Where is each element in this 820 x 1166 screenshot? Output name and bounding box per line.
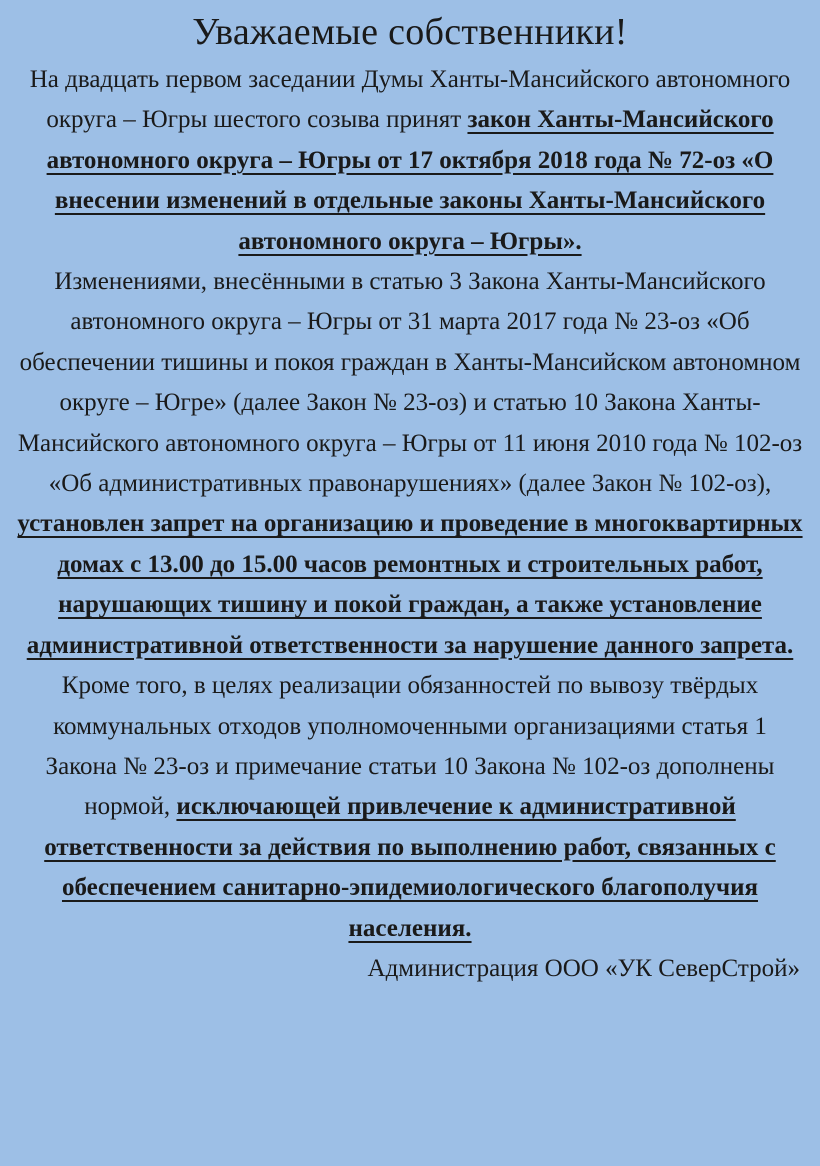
signature: Администрация ООО «УК СеверСтрой» (367, 954, 800, 982)
paragraph-law-adopted (16, 60, 804, 262)
paragraph-waste-exception-text: Кроме того, в целях реализации обязанностей по вывозу твёрдых коммунальных отходов уполномоченными организациями статья 1 Закона № 23-оз и примечание статьи 10 Закона № 102-оз дополнены нормой, (45, 672, 775, 821)
notice-title: Уважаемые собственники! (192, 11, 628, 53)
noise-ban-highlight: установлен запрет на организацию и проведение в многоквартирных домах с 13.00 до 15.00 часов ремонтных и строительных работ, нарушающих тишину и покой граждан, а также установление административной ответственности за нарушение данного запрета. (17, 510, 803, 659)
paragraph-waste-exception (16, 666, 804, 949)
waste-exception-highlight: исключающей привлечение к административной ответственности за действия по выполнению работ, связанных с обеспечением санитарно-эпидемиологического благополучия населения. (44, 793, 776, 942)
law-reference-highlight: закон Ханты-Мансийского автономного округа – Югры от 17 октября 2018 года № 72-оз «О внесении изменений в отдельные законы Ханты-Мансийского автономного округа – Югры». (46, 106, 774, 255)
paragraph-noise-ban-text: Изменениями, внесёнными в статью 3 Закона Ханты-Мансийского автономного округа – Югры от 31 марта 2017 года № 23-оз «Об обеспечении тишины и покоя граждан в Ханты-Мансийском автономном округе – Югре» (далее Закон № 23-оз) и статью 10 Закона Ханты-Мансийского автономного округа – Югры от 11 июня 2010 года № 102-оз «Об административных правонарушениях» (далее Закон № 102-оз), (17, 268, 803, 498)
paragraph-noise-ban (16, 262, 804, 666)
paragraph-law-adopted-text: На двадцать первом заседании Думы Ханты-Мансийского автономного округа – Югры шестого созыва принят (29, 66, 791, 134)
